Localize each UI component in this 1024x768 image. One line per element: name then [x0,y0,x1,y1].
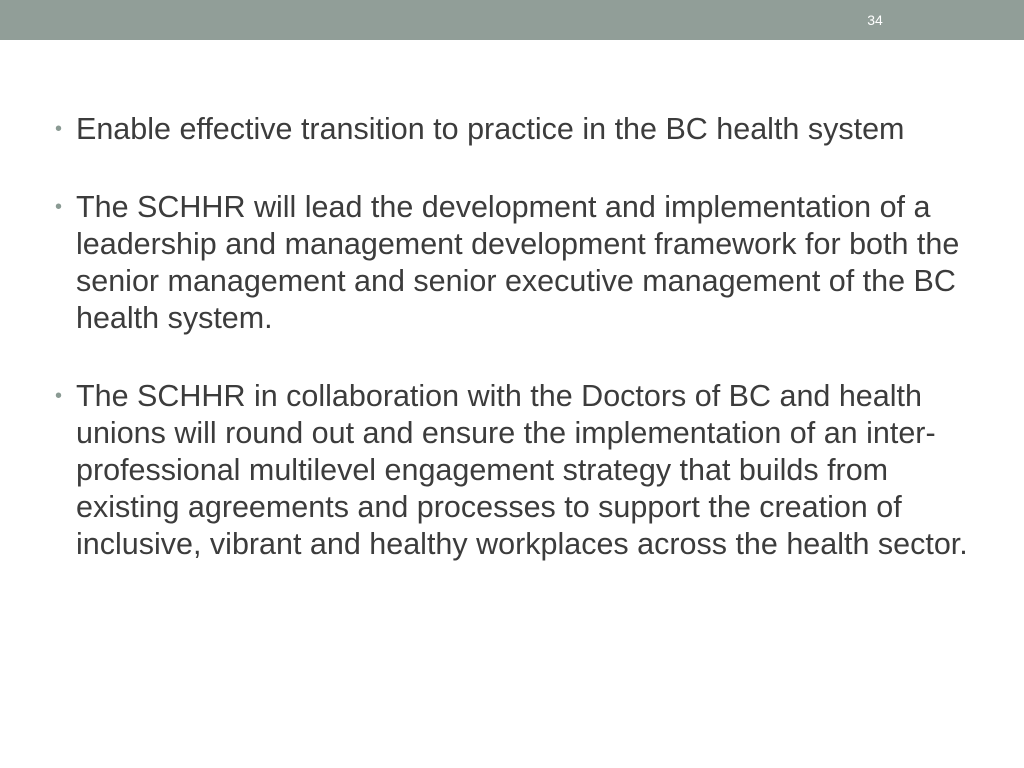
bullet-icon: • [55,118,63,140]
page-number: 34 [867,12,883,28]
bullet-text: Enable effective transition to practice in the BC health system [76,112,905,146]
bullet-item [52,378,972,563]
bullet-text: The SCHHR in collaboration with the Doctors of BC and health unions will round out and ensure the implementation of an inter-professional multilevel engagement strategy that builds from existing agreements and processes to support the creation of inclusive, vibrant and healthy workplaces across the health sector. [76,379,968,561]
bullet-icon: • [55,196,63,218]
slide-header-bar [0,0,1024,40]
bullet-list [52,111,972,604]
bullet-text: The SCHHR will lead the development and implementation of a leadership and management development framework for both the senior management and senior executive management of the BC health system. [76,190,960,335]
bullet-icon: • [55,385,63,407]
bullet-item [52,111,972,148]
bullet-item [52,189,972,337]
